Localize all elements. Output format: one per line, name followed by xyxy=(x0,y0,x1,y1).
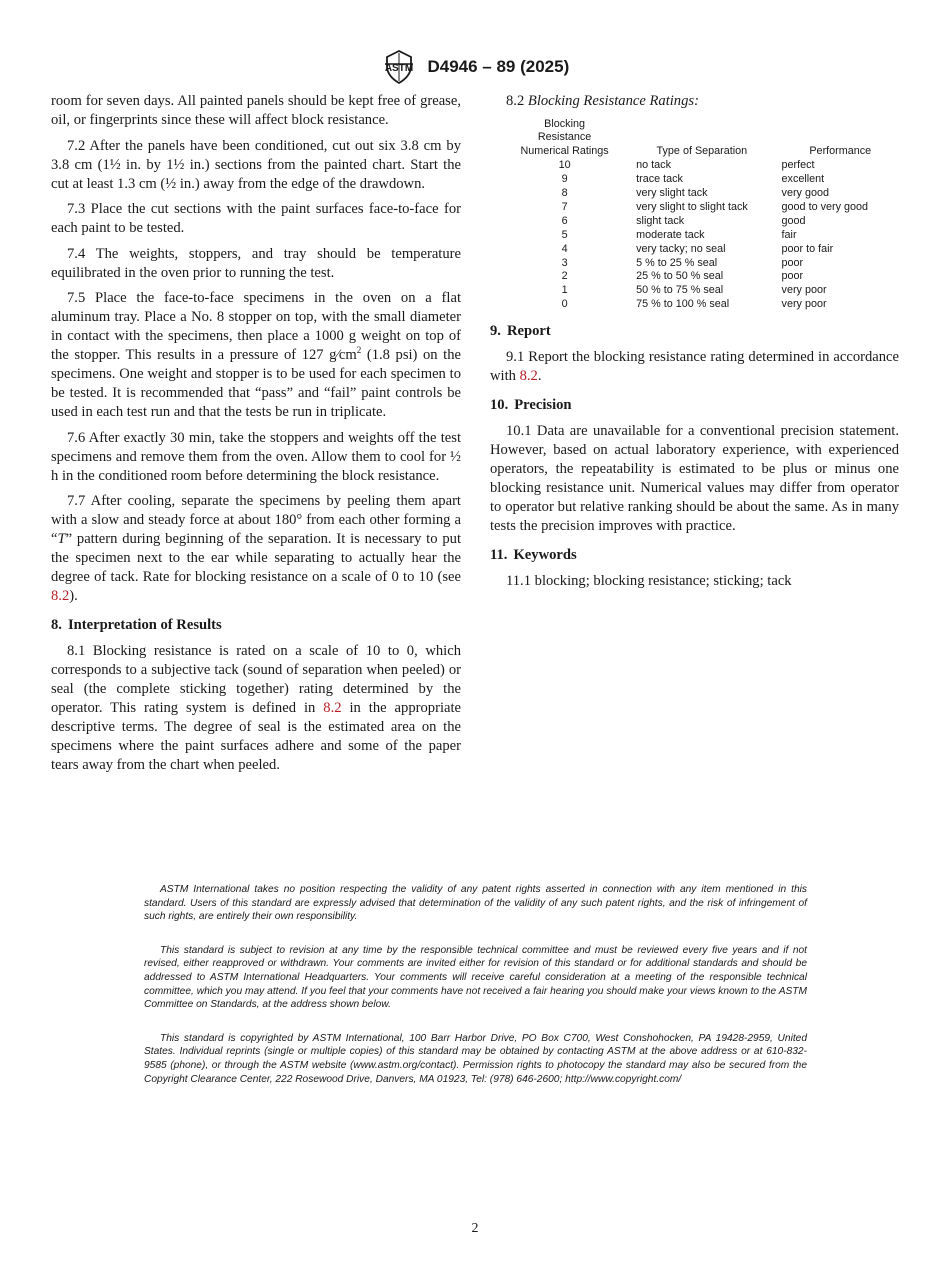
separation-cell: 25 % to 50 % seal xyxy=(636,270,724,283)
header-line: Resistance xyxy=(537,131,592,144)
rating-cell: 3 xyxy=(561,256,568,269)
ratings-table-body xyxy=(507,159,899,312)
patent-notice: ASTM International takes no position respecting the validity of any patent rights asserted in connection with any item mentioned in this standard. Users of this standard are expressly advised that determination of the validity of any such patent rights, and the risk of infringement of such rights, are entirely their own responsibility. xyxy=(144,884,807,923)
table-row xyxy=(507,298,899,312)
rating-cell: 5 xyxy=(561,228,568,241)
section-number: 11. xyxy=(490,547,508,564)
svg-text:ASTM: ASTM xyxy=(384,63,413,74)
ratings-table xyxy=(507,118,899,313)
left-column xyxy=(51,92,461,782)
section-link-8-2[interactable]: 8.2 xyxy=(51,588,70,604)
separation-cell: moderate tack xyxy=(636,228,705,241)
separation-cell: very slight tack xyxy=(636,187,708,200)
table-number: 8.2 xyxy=(506,93,525,109)
rating-cell: 7 xyxy=(561,200,568,213)
section-number: 9. xyxy=(490,323,501,340)
header-numerical-ratings xyxy=(507,118,622,160)
table-row xyxy=(507,257,899,271)
paragraph-8-1 xyxy=(51,642,461,775)
page-number: 2 xyxy=(471,1221,479,1236)
footer-notices xyxy=(144,883,807,1106)
paragraph-7-5-text-a: 7.5 Place the face-to-face specimens in the oven on a flat aluminum tray. Place a No. 8 stopper on top, with the small diameter in contact with the specimens, then place a 1000 g weight on top of the stopper. This results in a pressure of 127 g⁄cm xyxy=(51,290,461,363)
paragraph-7-1-continued: room for seven days. All painted panels should be kept free of grease, oil, or fingerprints since these will affect block resistance. xyxy=(51,93,461,128)
performance-cell: very good xyxy=(781,187,829,200)
header-line: Numerical Ratings xyxy=(520,145,609,158)
t-pattern-letter: T xyxy=(57,531,66,547)
paragraph-7-3: 7.3 Place the cut sections with the paint surfaces face-to-face for each paint to be tested. xyxy=(51,201,461,236)
performance-cell: fair xyxy=(781,228,797,241)
paragraph-9-1-text-b: . xyxy=(537,368,542,385)
table-row xyxy=(507,215,899,229)
paragraph-7-2: 7.2 After the panels have been conditioned, cut out six 3.8 cm by 3.8 cm (1½ in. by 1½ in.) sections from the painted chart. Start the cut at least 1.3 cm (½ in.) away from the edge of the drawdown. xyxy=(51,137,461,192)
separation-cell: trace tack xyxy=(636,173,683,186)
section-heading-11 xyxy=(490,546,899,565)
table-row xyxy=(507,159,899,173)
performance-cell: poor to fair xyxy=(781,242,834,255)
paragraph-7-7 xyxy=(51,492,461,606)
separation-cell: no tack xyxy=(636,159,671,172)
astm-logo xyxy=(381,50,417,84)
header-line: Blocking xyxy=(544,117,585,130)
separation-cell: 75 % to 100 % seal xyxy=(636,298,730,311)
right-column xyxy=(490,92,899,598)
performance-cell: poor xyxy=(781,256,804,269)
section-heading-8 xyxy=(51,616,461,635)
header-type-of-separation: Type of Separation xyxy=(656,145,748,158)
separation-cell: 50 % to 75 % seal xyxy=(636,284,724,297)
paragraph-7-6: 7.6 After exactly 30 min, take the stoppers and weights off the test specimens and remove them from the oven. Allow them to cool for ½ h in the conditioned room before determining the block resistance. xyxy=(51,429,461,484)
separation-cell: 5 % to 25 % seal xyxy=(636,256,718,269)
standard-designation: D4946 – 89 (2025) xyxy=(427,57,570,76)
paragraph-7-5-text-b: (1.8 psi) on the specimens. One weight and stopper is to be used for each specimen to be tested. It is recommended that “pass” and “fail” paint controls be used in each test run and that the tests be run in triplicate. xyxy=(51,347,461,420)
table-title xyxy=(490,92,899,111)
paragraph-8-1-text-b: in the appropriate descriptive terms. The degree of seal is the estimated area on the specimens where the paint surfaces adhere and some of the paper tears away from the chart when peeled. xyxy=(51,700,462,773)
paragraph-7-7-text-a: 7.7 After cooling, separate the specimens by peeling them apart with a slow and steady force at about 180° from each other forming a “ xyxy=(51,493,461,547)
rating-cell: 0 xyxy=(561,298,568,311)
table-row xyxy=(507,270,899,284)
table-row xyxy=(507,187,899,201)
rating-cell: 10 xyxy=(558,159,571,172)
paragraph-8-1-text-a: 8.1 Blocking resistance is rated on a scale of 10 to 0, which corresponds to a subjective tack (sound of separation when peeled) or seal (the complete sticking together) rating determined by the operator. This rating system is defined in xyxy=(51,643,461,716)
performance-cell: very poor xyxy=(781,284,827,297)
section-heading-10 xyxy=(490,396,899,415)
section-link-8-2[interactable]: 8.2 xyxy=(519,368,538,385)
performance-cell: very poor xyxy=(781,298,827,311)
section-link-8-2[interactable]: 8.2 xyxy=(323,700,342,716)
section-title: Precision xyxy=(514,397,572,414)
table-row xyxy=(507,243,899,257)
section-heading-9 xyxy=(490,322,899,341)
table-row xyxy=(507,284,899,298)
rating-cell: 6 xyxy=(561,214,568,227)
paragraph-9-1 xyxy=(490,348,899,386)
paragraph-7-7-text-b: ” pattern during beginning of the separation. It is necessary to put the specimen next to the ear while separating to actually hear the degree of tack. Rate for blocking resistance on a scale of 0 to 10 (see xyxy=(51,531,461,585)
performance-cell: good to very good xyxy=(781,200,868,213)
separation-cell: slight tack xyxy=(636,214,685,227)
page-header xyxy=(0,50,950,84)
section-title: Keywords xyxy=(513,547,577,564)
header-performance: Performance xyxy=(809,145,872,158)
section-number: 10. xyxy=(490,397,509,414)
performance-cell: perfect xyxy=(781,159,815,172)
separation-cell: very tacky; no seal xyxy=(636,242,726,255)
performance-cell: excellent xyxy=(781,173,825,186)
paragraph-11-1: 11.1 blocking; blocking resistance; sticking; tack xyxy=(506,573,792,590)
section-title: Interpretation of Results xyxy=(67,617,222,633)
paragraph-7-5 xyxy=(51,289,461,422)
table-row xyxy=(507,173,899,187)
revision-notice: This standard is subject to revision at any time by the responsible technical committee and must be reviewed every five years and if not revised, either reapproved or withdrawn. Your comments are invited either for revision of this standard or for additional standards and should be addressed to ASTM International Headquarters. Your comments will receive careful consideration at a meeting of the responsible technical committee, which you may attend. If you feel that your comments have not received a fair hearing you should make your views known to the ASTM Committee on Standards, at the address shown below. xyxy=(144,944,807,1011)
performance-cell: good xyxy=(781,214,806,227)
rating-cell: 4 xyxy=(561,242,568,255)
table-caption: Blocking Resistance Ratings: xyxy=(527,93,699,109)
table-row xyxy=(507,229,899,243)
performance-cell: poor xyxy=(781,270,804,283)
separation-cell: very slight to slight tack xyxy=(636,200,748,213)
section-number: 8. xyxy=(51,617,62,633)
superscript: 2 xyxy=(356,345,362,356)
rating-cell: 1 xyxy=(561,284,568,297)
rating-cell: 9 xyxy=(561,173,568,186)
rating-cell: 8 xyxy=(561,187,568,200)
rating-cell: 2 xyxy=(561,270,568,283)
paragraph-7-4: 7.4 The weights, stoppers, and tray should be temperature equilibrated in the oven prior to running the test. xyxy=(51,245,461,281)
table-row xyxy=(507,201,899,215)
paragraph-7-7-text-c: ). xyxy=(69,588,78,604)
paragraph-9-1-text-a: 9.1 Report the blocking resistance rating determined in accordance with xyxy=(490,349,899,385)
section-title: Report xyxy=(506,323,551,340)
copyright-notice: This standard is copyrighted by ASTM International, 100 Barr Harbor Drive, PO Box C700, West Conshohocken, PA 19428-2959, United States. Individual reprints (single or multiple copies) of this standard may be obtained by contacting ASTM at the above address or at 610-832-9585 (phone), or through the ASTM website (www.astm.org/contact). Permission rights to photocopy the standard may also be secured from the Copyright Clearance Center, 222 Rosewood Drive, Danvers, MA 01923, Tel: (978) 646-2600; http://www.copyright.com/ xyxy=(144,1032,807,1085)
paragraph-10-1: 10.1 Data are unavailable for a conventional precision statement. However, based on actual laboratory experience, with experienced operators, the repeatability is estimated to be plus or minus one blocking resistance unit. Numerical values may differ from operator to operator but relative ranking should be about the same. As in many tests the precision improves with practice. xyxy=(490,423,899,535)
table-header-row xyxy=(507,118,899,160)
